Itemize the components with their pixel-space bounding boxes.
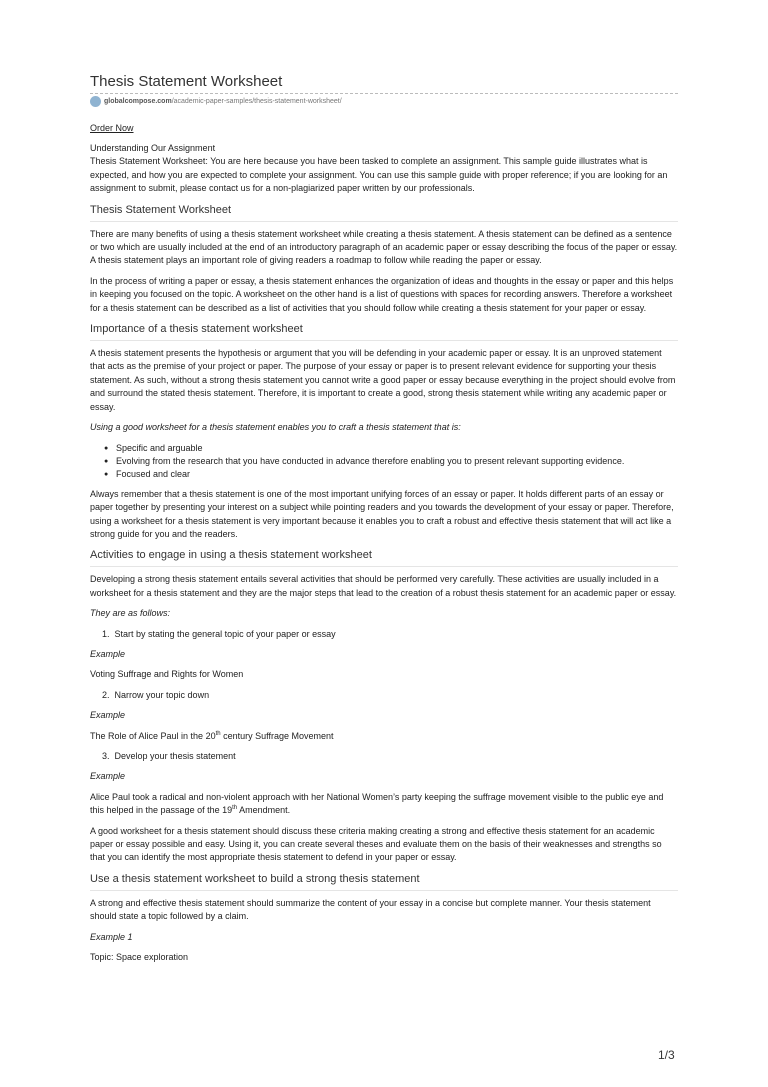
- example-label: Example: [90, 771, 126, 782]
- step-number: 3.: [102, 751, 110, 761]
- paragraph: A strong and effective thesis statement should summarize the content of your essay in a concise but complete manner. Your thesis statement should state a topic followed by a claim.: [90, 897, 651, 922]
- source-path: /academic-paper-samples/thesis-statement-worksheet/: [171, 98, 342, 105]
- section-heading: Activities to engage in using a thesis statement worksheet: [90, 548, 678, 567]
- list-item: ● Specific and arguable: [116, 442, 678, 455]
- list-item: ● Focused and clear: [116, 468, 678, 481]
- paragraph: Developing a strong thesis statement entails several activities that should be performed very carefully. These activities are usually included in a worksheet for a thesis statement and they are the major steps that lead to the creation of a robust thesis statement for an academic paper or essay.: [90, 574, 677, 598]
- example-label: Example 1: [90, 931, 133, 942]
- step-number: 2.: [102, 689, 110, 700]
- example-text: Voting Suffrage and Rights for Women: [90, 669, 244, 680]
- step-text: Develop your thesis statement: [114, 751, 236, 761]
- title-divider: [90, 93, 678, 94]
- numbered-step: [90, 689, 678, 702]
- page-number: 1/3: [658, 1048, 675, 1062]
- document-body: [90, 142, 678, 971]
- italic-lead: Using a good worksheet for a thesis statement enables you to craft a thesis statement that is:: [90, 422, 461, 433]
- section-heading: Importance of a thesis statement worksheet: [90, 322, 678, 341]
- example-label: Example: [90, 648, 126, 659]
- source-domain: globalcompose.com: [104, 98, 172, 105]
- bullet-list: [90, 442, 678, 482]
- step-number: 1.: [102, 628, 110, 639]
- paragraph: There are many benefits of using a thesis statement worksheet while creating a thesis statement. A thesis statement can be defined as a sentence or two which are usually included at the end of an introductory paragraph of an academic paper or essay describing the focus of the paper or essay. A thesis statement plays an important role of giving readers a roadmap to follow while reading the paper or essay.: [90, 228, 678, 266]
- intro-paragraph: Thesis Statement Worksheet: You are here because you have been tasked to complete an assignment. This sample guide illustrates what is expected, and how you are expected to complete your assignment. You can use this sample guide with proper reference; if you are looking for an assignment to submit, please contact us for a non-plagiarized paper written by our professionals.: [90, 156, 668, 194]
- intro-heading: Understanding Our Assignment: [90, 143, 216, 153]
- numbered-step: [90, 750, 678, 763]
- paragraph: Always remember that a thesis statement is one of the most important unifying forces of an essay or paper. It holds different parts of an essay or paper together by presenting your interest on a subject while pointing readers and you towards the development of your essay or paper. Therefore, using a worksheet for a thesis statement is very important because it enables you to craft a robust and effective thesis statement that will act like a strong guide for you and the readers.: [90, 488, 674, 539]
- example-text: Alice Paul took a radical and non-violent approach with her National Women’s party keeping the suffrage movement visible to the public eye and this helped in the passage of the 19th Amendment.: [90, 791, 664, 816]
- example-text: The Role of Alice Paul in the 20th century Suffrage Movement: [90, 730, 334, 741]
- italic-lead: They are as follows:: [90, 608, 171, 619]
- example-label: Example: [90, 710, 126, 721]
- example-text: Topic: Space exploration: [90, 952, 189, 963]
- section-heading: Thesis Statement Worksheet: [90, 203, 678, 222]
- list-item: ● Evolving from the research that you have conducted in advance therefore enabling you to present relevant supporting evidence.: [116, 455, 678, 468]
- paragraph: A good worksheet for a thesis statement should discuss these criteria making creating a strong and effective thesis statement for an academic paper or essay possible and easy. Using it, you can create several theses and evaluate them on the basis of their weaknesses and strengths so that you can identify the most appropriate thesis statement to defend in your paper or essay.: [90, 825, 662, 863]
- section-heading: Use a thesis statement worksheet to build a strong thesis statement: [90, 872, 678, 891]
- numbered-step: [90, 628, 678, 641]
- step-text: Start by stating the general topic of your paper or essay: [114, 628, 336, 639]
- paragraph: A thesis statement presents the hypothesis or argument that you will be defending in your academic paper or essay. It is an unproved statement that acts as the premise of your project or paper. The purpose of your essay or paper is to present relevant evidence for supporting your thesis statement. As such, without a strong thesis statement you cannot write a good paper or essay because everything in the project should evolve from and surround the stated thesis statement. Therefore, it is important to create a good, strong thesis statement while writing any academic paper or essay.: [90, 348, 676, 412]
- paragraph: In the process of writing a paper or essay, a thesis statement enhances the organization of ideas and thoughts in the essay or paper and this helps in keeping you focused on the topic. A worksheet on the other hand is a list of questions with spaces for recording answers. Therefore a worksheet for a thesis statement can be described as a list of activities that you should follow while creating a thesis statement for your paper or essay.: [90, 275, 674, 313]
- step-text: Narrow your topic down: [114, 689, 210, 700]
- globe-icon: [90, 96, 101, 107]
- order-now-link[interactable]: Order Now: [90, 123, 134, 133]
- source-url[interactable]: [90, 96, 678, 108]
- document-title: Thesis Statement Worksheet: [90, 73, 283, 90]
